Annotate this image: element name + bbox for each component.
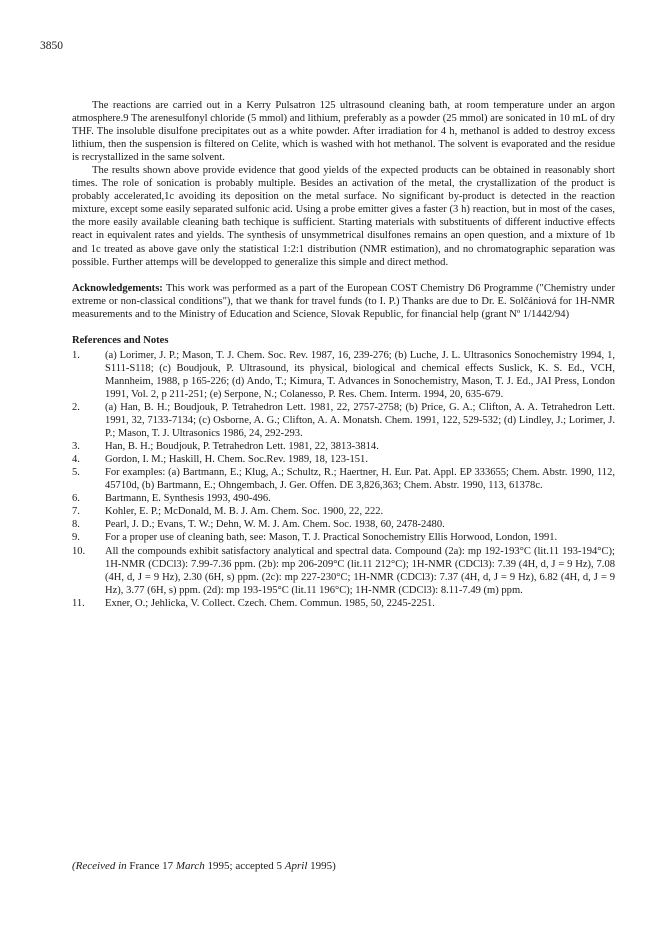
- page-number: 3850: [40, 40, 63, 52]
- acknowledgements-text: This work was performed as a part of the European COST Chemistry D6 Programme ("Chemistry under extreme or non-classical conditions"), that we thank for travel funds (to I. P.) Thanks are due to Dr. E. Solčániová for 1H-NMR measurements and to the Ministry of Education and Science, Slovak Republic, for financial help (grant Nº 1/1442/94): [72, 282, 615, 320]
- reference-item: 1. (a) Lorimer, J. P.; Mason, T. J. Chem. Soc. Rev. 1987, 16, 239-276; (b) Luche, J. L. Ultrasonics Sonochemistry 1994, 1, S111-S118; (c) Boudjouk, P. Ultrasound, its physical, biological and chemical effects Suslick, K. S. Ed., VCH, Mannheim, 1988, p 165-226; (d) Ando, T.; Kimura, T. Advances in Sonochemistry, Mason, T. J. Ed., JAI Press, London 1991, Vol. 2, p 211-251; (e) Serpone, N.; Colanesso, P. Res. Chem. Interm. 1994, 20, 635-679.: [72, 349, 615, 400]
- reference-item: 10. All the compounds exhibit satisfactory analytical and spectral data. Compound (2a): mp 192-193°C (lit.11 193-194°C); 1H-NMR (CDCl3): 7.99-7.36 ppm. (2b): mp 206-209°C (lit.11 212°C); 1H-NMR (CDCl3): 7.39 (4H, d, J = 9 Hz), 7.08 (4H, d, J = 9 Hz), 2.30 (6H, s) ppm. (2c): mp 227-230°C; 1H-NMR (CDCl3): 7.37 (4H, d, J = 9 Hz), 6.82 (4H, d, J = 9 Hz), 3.77 (6H, s) ppm. (2d): mp 193-195°C (lit.11 196°C); 1H-NMR (CDCl3): 8.11-7.49 (m) ppm.: [72, 545, 615, 596]
- results-paragraph: The results shown above provide evidence that good yields of the expected products can be obtained in reasonably short times. The role of sonication is probably multiple. Besides an activation of the metal, the crystallization of the product is probably accelerated,1c avoiding its deposition on the metal surface. No significant by-product is detected in the reaction mixture, except some easily separated sulfonic acid. Using a probe emitter gives a faster (3 h) reaction, but in most of the cases, the more easily available cleaning bath techique is sufficient. Starting materials with substituents of different inductive effects react in equivalent rates and yields. The synthesis of unsymmetrical disulfones remains an open question, and a mixture of 1b and 1c treated as above gave only the statistical 1:2:1 distribution (NMR estimation), and no chromatographic separation was possible. Further attemps will be developped to generalize this simple and direct method.: [72, 165, 615, 268]
- method-paragraph: The reactions are carried out in a Kerry Pulsatron 125 ultrasound cleaning bath, at room temperature under an argon atmosphere.9 The arenesulfonyl chloride (5 mmol) and lithium, preferably as a powder (25 mmol) are sonicated in 10 mL of dry THF. The insoluble disulfone precipitates out as a white powder. After irradiation for 4 h, methanol is added to destroy excess lithium, then the suspension is filtered on Celite, which is washed with hot methanol. The solvent is evaporated and the residue is recrystallized in the same solvent.: [72, 100, 615, 164]
- acknowledgements: [72, 282, 615, 321]
- reference-item: 6. Bartmann, E. Synthesis 1993, 490-496.: [72, 493, 271, 505]
- references-heading: References and Notes: [72, 334, 169, 346]
- reference-item: 9. For a proper use of cleaning bath, see: Mason, T. J. Practical Sonochemistry Ellis Horwood, London, 1991.: [72, 532, 558, 544]
- references-list: [72, 349, 615, 610]
- acknowledgements-label: Acknowledgements:: [72, 282, 163, 294]
- article-body: [72, 99, 615, 610]
- reference-item: 11. Exner, O.; Jehlicka, V. Collect. Czech. Chem. Commun. 1985, 50, 2245-2251.: [72, 597, 435, 609]
- received-note: (Received in France 17 March 1995; accepted 5 April 1995): [72, 860, 336, 872]
- reference-item: 2. (a) Han, B. H.; Boudjouk, P. Tetrahedron Lett. 1981, 22, 2757-2758; (b) Price, G. A.; Clifton, A. A. Tetrahedron Lett. 1991, 32, 7133-7134; (c) Osborne, A. G.; Clifton, A. A. Monatsh. Chem. 1991, 122, 529-532; (d) Lindley, J.; Lorimer, J. P.; Mason, T. J. Ultrasonics 1986, 24, 292-293.: [72, 401, 615, 440]
- reference-item: 7. Kohler, E. P.; McDonald, M. B. J. Am. Chem. Soc. 1900, 22, 222.: [72, 506, 384, 518]
- reference-item: 3. Han, B. H.; Boudjouk, P. Tetrahedron Lett. 1981, 22, 3813-3814.: [72, 441, 379, 453]
- reference-item: 5. For examples: (a) Bartmann, E.; Klug, A.; Schultz, R.; Haertner, H. Eur. Pat. Appl. EP 333655; Chem. Abstr. 1990, 112, 45710d, (b) Bartmann, E.; Ohngembach, J. Ger. Offen. DE 3,826,363; Chem. Abstr. 1990, 113, 61378c.: [72, 467, 615, 492]
- reference-item: 4. Gordon, I. M.; Haskill, H. Chem. Soc.Rev. 1989, 18, 123-151.: [72, 454, 368, 466]
- reference-item: 8. Pearl, J. D.; Evans, T. W.; Dehn, W. M. J. Am. Chem. Soc. 1938, 60, 2478-2480.: [72, 519, 445, 531]
